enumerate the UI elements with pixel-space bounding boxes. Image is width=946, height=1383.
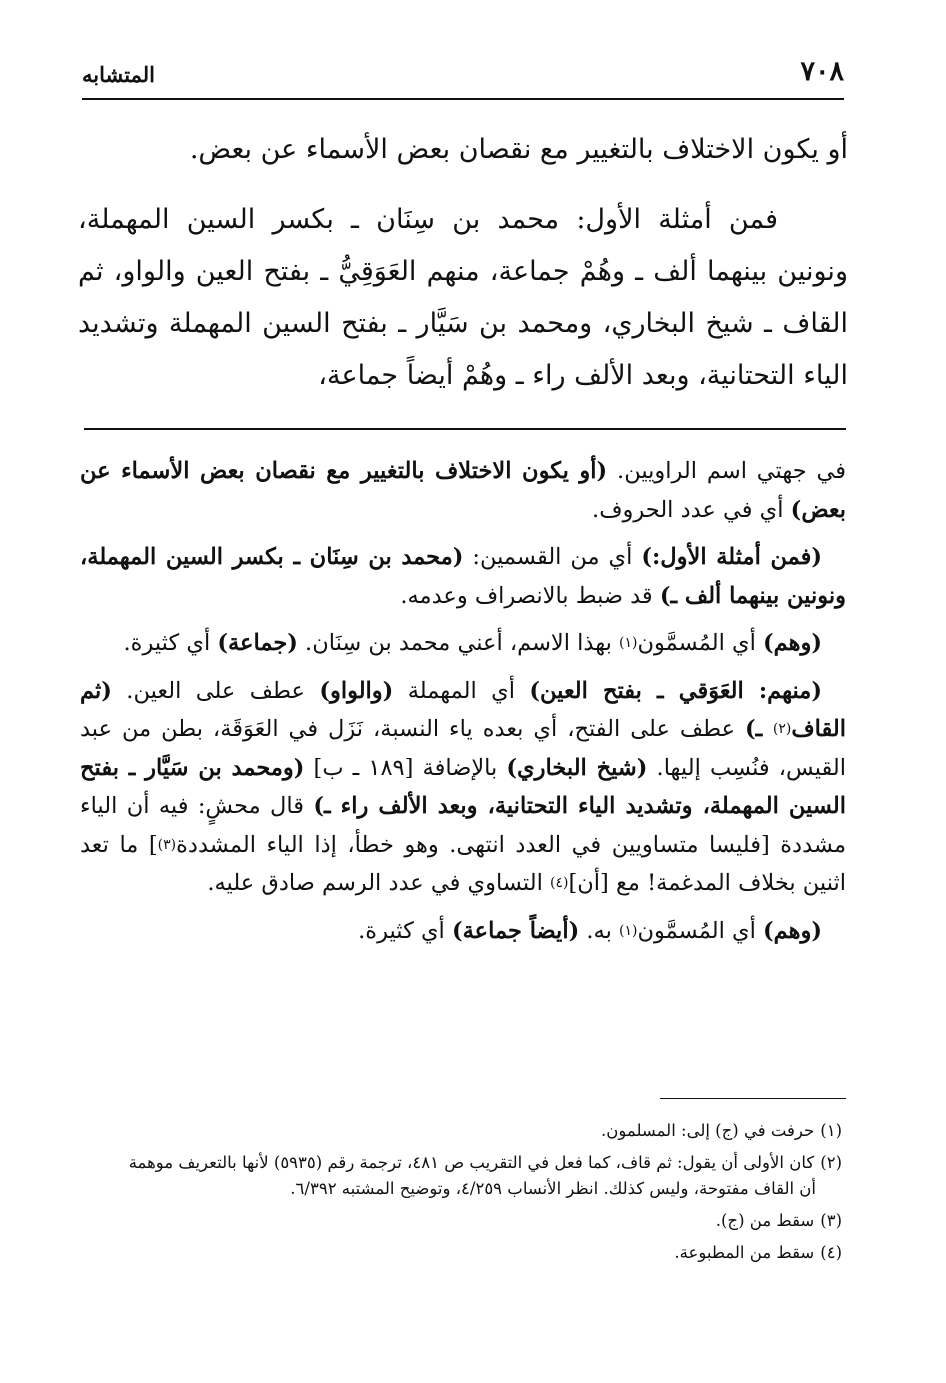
page-number: ٧٠٨ <box>800 56 844 87</box>
commentary-text: التساوي في عدد الرسم صادق عليه. <box>207 870 550 896</box>
footnote <box>88 1208 842 1234</box>
main-text <box>78 124 848 402</box>
commentary-text: بهذا الاسم، أعني محمد بن سِنَان. <box>297 630 620 656</box>
running-header <box>82 52 844 98</box>
commentary-paragraph <box>80 624 846 663</box>
main-paragraph: فمن أمثلة الأول: محمد بن سِنَان ـ بكسر السين المهملة، ونونين بينهما ألف ـ وهُمْ جماعة، منهم العَوَقِيُّ ـ بفتح العين والواو، ثم القاف ـ شيخ البخاري، ومحمد بن سَيَّار ـ بفتح السين المهملة وتشديد الياء التحتانية، وبعد الألف راء ـ وهُمْ أيضاً جماعة، <box>78 204 848 391</box>
footnote-ref[interactable]: (١) <box>619 635 638 651</box>
commentary-text: في جهتي اسم الراويين. <box>607 458 846 484</box>
footnote-text: كان الأولى أن يقول: ثم قاف، كما فعل في التقريب ص ٤٨١، ترجمة رقم (٥٩٣٥) لأنها بالتعريف موهمة <box>128 1153 815 1172</box>
quoted-matn: (أو يكون الاختلاف بالتغيير مع نقصان بعض الأسماء عن بعض) <box>80 458 846 523</box>
quoted-matn: (فمن أمثلة الأول:) <box>641 544 823 570</box>
quoted-matn: (جماعة) <box>217 630 298 656</box>
commentary-text: ] ما تعد اثنين بخلاف المدغمة! مع [أن] <box>80 831 846 896</box>
commentary-paragraph <box>80 672 846 903</box>
commentary-text: قد ضبط بالانصراف وعدمه. <box>400 582 660 609</box>
commentary-text: عطف على الفتح، أي بعده ياء النسبة، نَزَل في العَوَقَة، بطن من عبد القيس، فنُسِب إليها. <box>80 716 847 781</box>
commentary-text: أي في عدد الحروف. <box>592 496 791 523</box>
footnote-number: (٤) <box>820 1243 842 1262</box>
commentary-rule <box>84 428 846 430</box>
commentary <box>80 452 846 959</box>
quoted-matn: (منهم: العَوَقي ـ بفتح العين) <box>529 677 823 704</box>
footnote <box>88 1118 842 1144</box>
header-rule <box>82 98 844 100</box>
commentary-text: به. <box>579 917 620 944</box>
quoted-matn: (ثم القاف <box>80 677 847 742</box>
quoted-matn: (وهم) <box>763 630 822 656</box>
commentary-text: أي كثيرة. <box>123 630 218 656</box>
quoted-matn: ـ) <box>744 716 773 742</box>
footnote-number: (١) <box>820 1121 842 1140</box>
footnote-text: أن القاف مفتوحة، وليس كذلك. انظر الأنساب ٤/٢٥٩، وتوضيح المشتبه ٦/٣٩٢. <box>290 1179 816 1198</box>
commentary-text: أي من القسمين: <box>463 544 642 570</box>
footnote-ref[interactable]: (٤) <box>550 875 569 891</box>
footnote <box>88 1150 842 1202</box>
footnote <box>88 1240 842 1266</box>
commentary-text: قال محشٍ: فيه أن الياء مشددة [فليسا متساويين في العدد انتهى. وهو خطأ، إذا الياء المشددة <box>80 793 847 858</box>
footnote-ref[interactable]: (٣) <box>157 836 177 853</box>
footnote-text: حرفت في (ج) إلى: المسلمون. <box>601 1121 815 1140</box>
commentary-text: أي كثيرة. <box>358 917 452 944</box>
quoted-matn: (أيضاً جماعة) <box>451 917 580 944</box>
footnote-number: (٣) <box>820 1211 842 1230</box>
commentary-text: بالإضافة [١٨٩ ـ ب] <box>304 754 507 781</box>
quoted-matn: (شيخ البخاري) <box>506 754 648 781</box>
commentary-paragraph <box>80 912 846 951</box>
section-title: المتشابه <box>82 62 155 87</box>
footnote-ref[interactable]: (١) <box>619 922 638 939</box>
commentary-paragraph <box>80 452 846 529</box>
commentary-paragraph <box>80 538 846 615</box>
main-paragraph: أو يكون الاختلاف بالتغيير مع نقصان بعض الأسماء عن بعض. <box>189 134 848 165</box>
footnote-number: (٢) <box>820 1153 842 1172</box>
footnote-ref[interactable]: (٢) <box>772 721 792 737</box>
quoted-matn: (محمد بن سِنَان ـ بكسر السين المهملة، ونونين بينهما ألف ـ) <box>80 544 846 609</box>
quoted-matn: (والواو) <box>319 677 394 704</box>
commentary-text: أي المُسمَّون <box>637 630 763 656</box>
commentary-text: أي المهملة <box>393 677 530 704</box>
commentary-text: أي المُسمَّون <box>637 917 763 944</box>
quoted-matn: (ومحمد بن سَيَّار ـ بفتح السين المهملة، وتشديد الياء التحتانية، وبعد الألف راء ـ) <box>80 754 847 819</box>
footnote-text: سقط من (ج). <box>715 1211 815 1230</box>
footnote-text: سقط من المطبوعة. <box>674 1243 815 1262</box>
quoted-matn: (وهم) <box>763 917 822 944</box>
footnote-rule <box>660 1098 846 1099</box>
commentary-text: عطف على العين. <box>111 677 320 704</box>
footnotes <box>88 1118 842 1272</box>
